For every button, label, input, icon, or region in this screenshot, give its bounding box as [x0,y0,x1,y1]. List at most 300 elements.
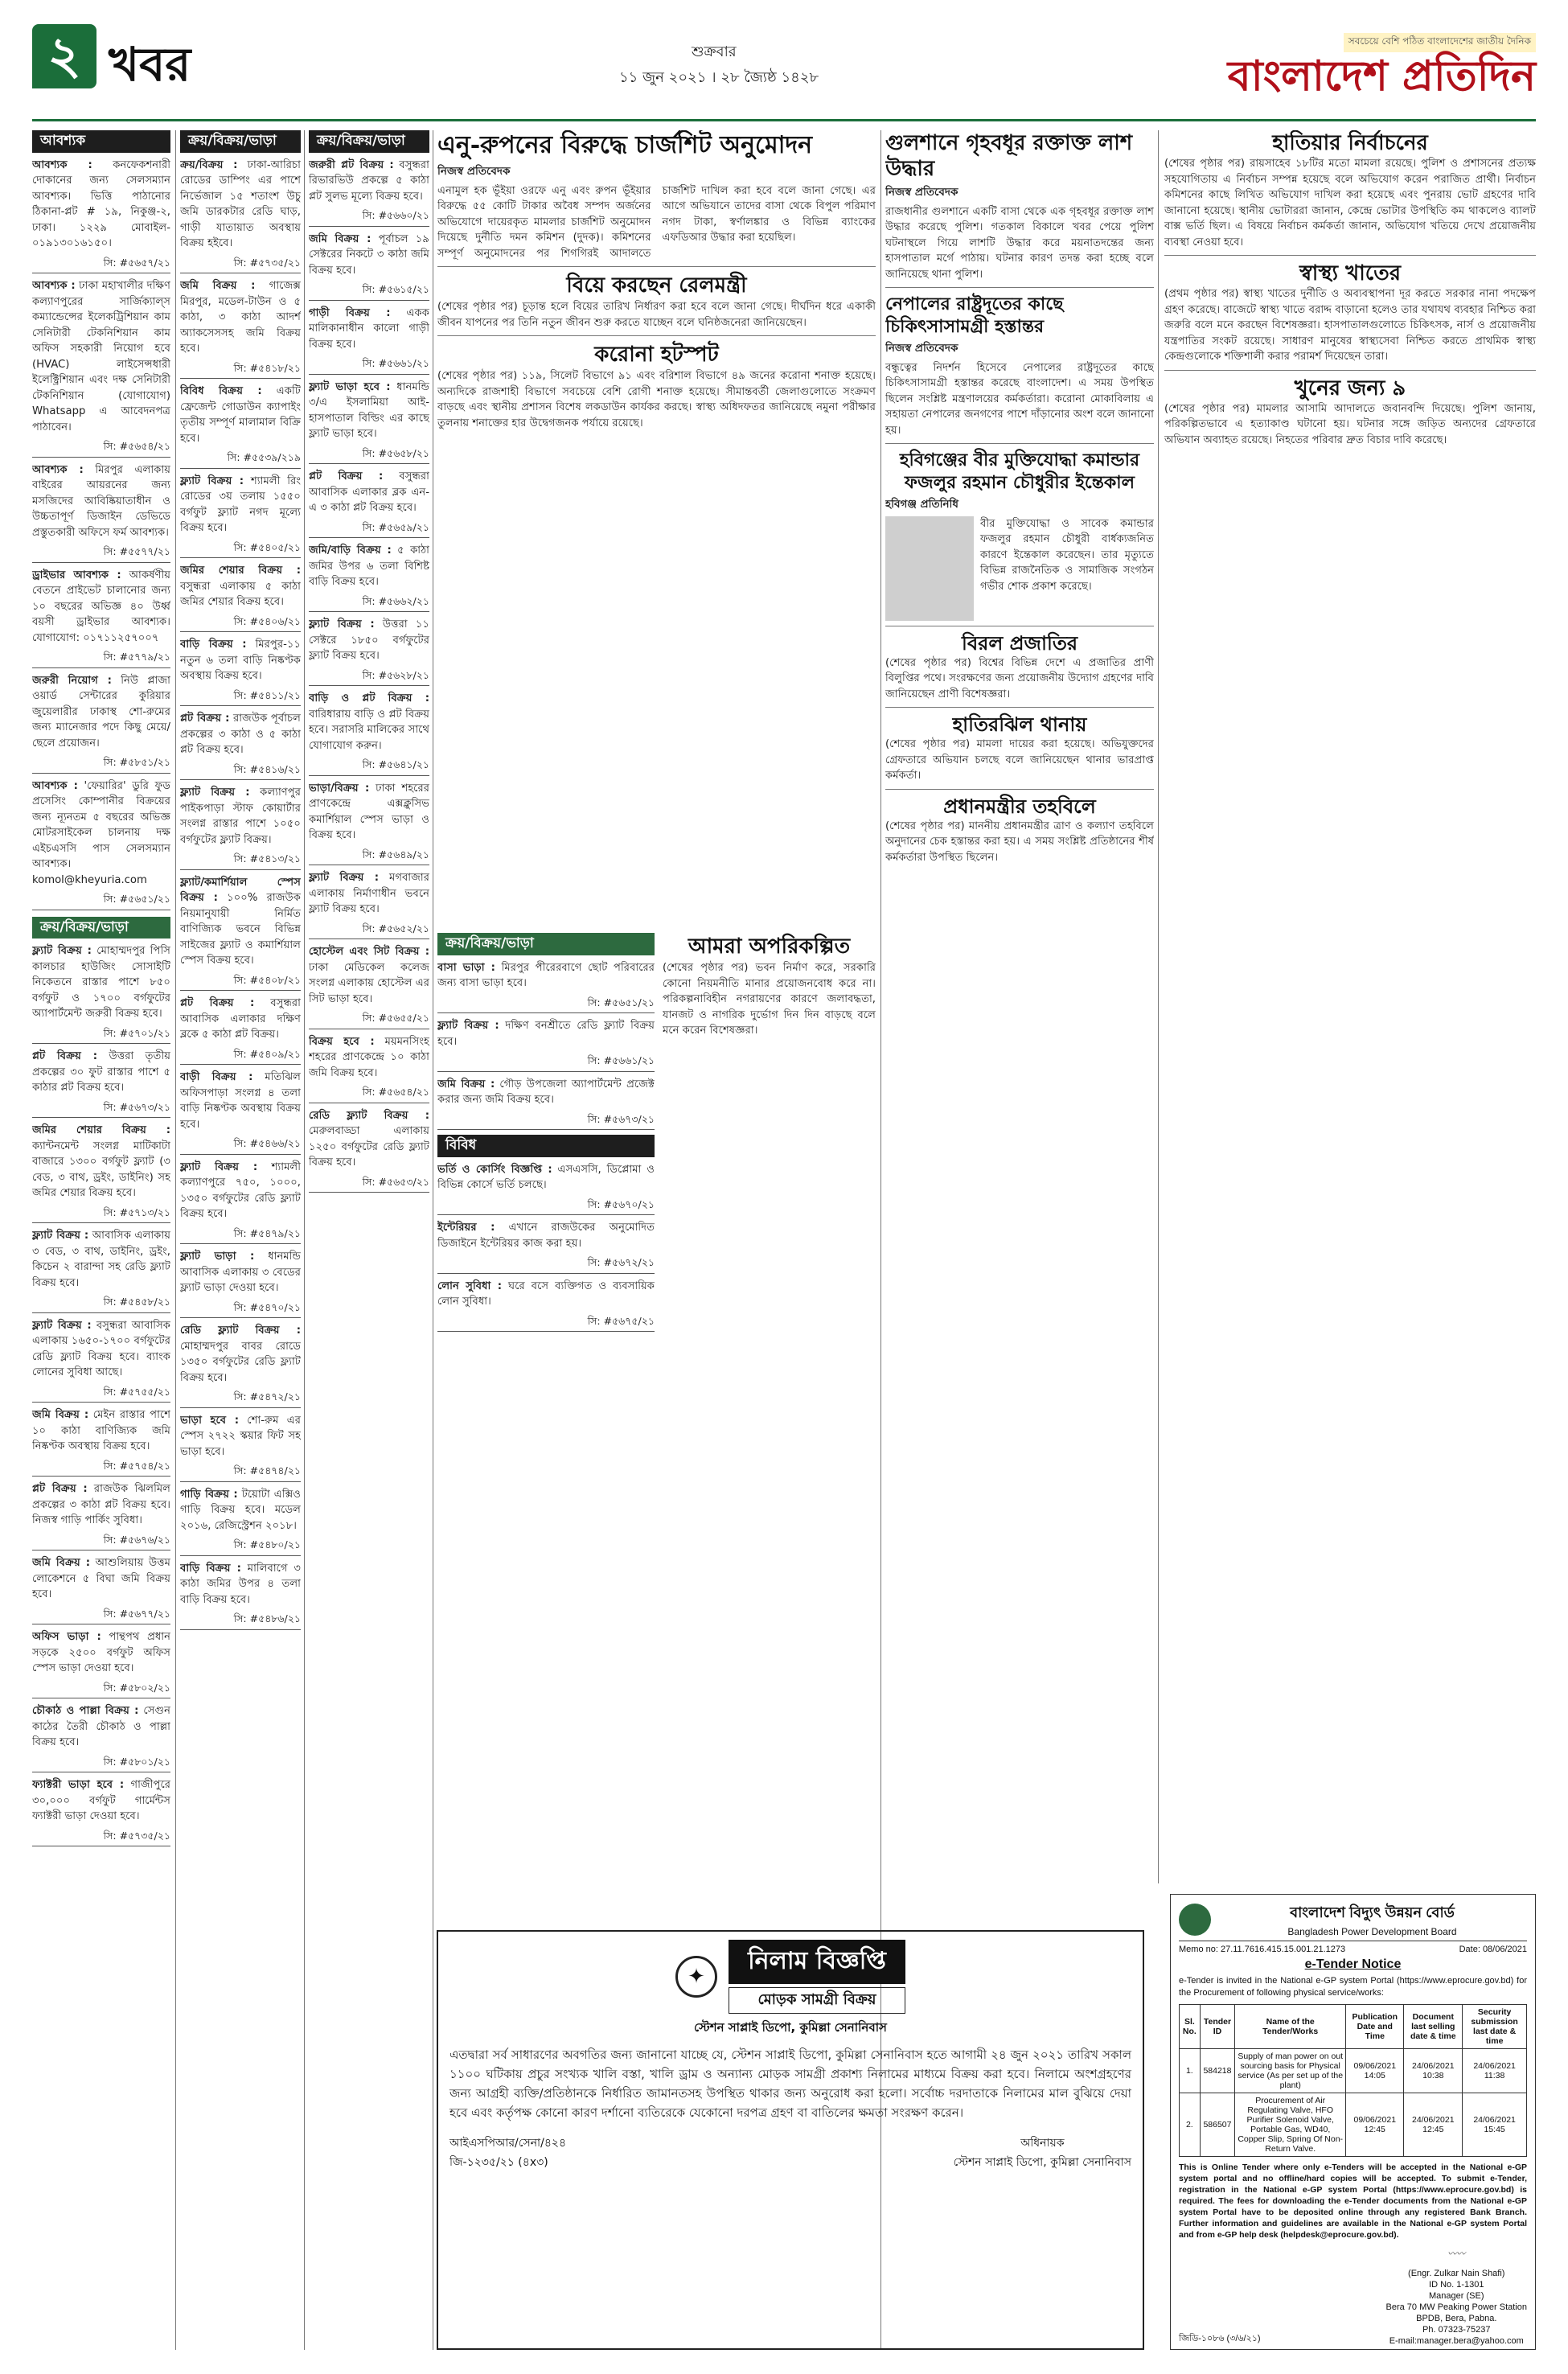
classified-ad-text: মেরুলবাড্ডা এলাকায় ১২৫০ বর্গফুটের রেডি ফ্ল্যাট বিক্রয় হবে। [309,1125,429,1169]
classified-ad [180,875,301,969]
classified-ad-code: সি: #৫৬৫১/২১ [437,995,655,1014]
classified-ad-text: মোহাম্মদপুর পিসি কালচার হাউজিং সোসাইটি নিকেতনে রাস্তার পাশে ৮৫০ বর্গফুট ও ১৭০০ বর্গফুটের অ্যাপার্টমেন্ট জরুরী বিক্রয় হবে। [32,945,170,1020]
story-body: (শেষের পৃষ্ঠার পর) মামলার আসামি আদালতে জবানবন্দি দিয়েছে। পুলিশ জানায়, পরিকল্পিতভাবে এ হত্যাকাণ্ড ঘটানো হয়। ঘটনার সঙ্গে জড়িত অন্যদের গ্রেফতারে অভিযান অব্যাহত রয়েছে। নিহতের পরিবার দ্রুত বিচার দাবি করেছে। [1164,402,1536,446]
classified-ad [180,711,301,758]
classified-ad-lead: জমি/বাড়ি বিক্রয় : [309,544,392,557]
classified-ad [180,1561,301,1608]
story-headline[interactable]: এনু-রুপনের বিরুদ্ধে চার্জশিট অনুমোদন [437,131,813,159]
tender-cell: Procurement of Air Regulating Valve, HFO Purifier Solenoid Valve, Portable Gas, WD40, Copper Slip, Spring Of Non-Return Valve. [1235,2093,1346,2157]
tender-column-header: Name of the Tender/Works [1235,2005,1346,2049]
classified-ad-lead: ভাড়া হবে : [180,1414,240,1427]
classified-ad [180,1413,301,1460]
classified-ad-text: কনফেকশনারী দোকানের জন্য সেলসম্যান আবশ্যক। ভিত্তি পাঠানোর ঠিকানা-প্লট # ১৯, নিকুঞ্জ-২, ঢাকা। ১২২৯ মোবাইল- ০১৯১৩০১৬১৫০। [32,158,170,249]
tender-row [1180,2049,1527,2093]
classified-ad-code: সি: #৫৭৭৯/২১ [32,649,170,668]
classified-ad-lead: ফ্ল্যাট বিক্রয় : [32,945,92,957]
army-emblem-icon: ✦ [675,1956,717,1998]
tender-signer-email[interactable]: E-mail:manager.bera@yahoo.com [1389,2336,1524,2346]
classified-ad-text: শ্যামলী কল্যাণপুরে ৭৫০, ১০০০, ১৩৫০ বর্গফুটের রেডি ফ্ল্যাট বিক্রয় হবে। [180,1160,301,1220]
classified-column-2 [180,130,301,2350]
story-headline[interactable]: হবিগঞ্জের বীর মুক্তিযোদ্ধা কমান্ডার ফজলুর রহমান চৌধুরীর ইন্তেকাল [899,450,1140,493]
portrait-photo [885,516,974,621]
classified-ad-text: ময়মনসিংহ শহরের প্রাণকেন্দ্রে ১০ কাঠা জমি বিক্রয় হবে। [309,1035,429,1079]
classified-ad-text: এখানে রাজউকের অনুমোদিত ডিজাইনে ইন্টেরিয়র কাজ করা হয়। [437,1222,655,1250]
story-body: (শেষের পৃষ্ঠার পর) ১১৯, সিলেট বিভাগে ৯১ এবং বরিশাল বিভাগে ৪৯ জনের করোনা শনাক্ত হয়েছে। অন্যদিকে রাজশাহী বিভাগে সবচেয়ে বেশি রোগী শনাক্ত হয়েছে। সীমান্তবর্তী জেলাগুলোতে সংক্রমণ বাড়ছে এবং স্থানীয় প্রশাসন বিশেষ লকডাউন কার্যকর করছে। স্বাস্থ্য অধিদফতর জানিয়েছে নমুনা পরীক্ষার তুলনায় শনাক্তের হার উদ্বেগজনক পর্যায়ে রয়েছে। [437,370,876,429]
classified-ad [309,691,429,754]
classified-ad-code: সি: #৫৬৭৩/২১ [32,1099,170,1119]
story-unplanned [663,933,876,1922]
story-divider [437,266,876,267]
classified-ad [437,960,655,992]
classified-ad-lead: গাড়ী বিক্রয় : [309,306,391,319]
classified-ad [32,278,170,435]
tender-intro: e-Tender is invited in the National e-GP system Portal (https://www.eprocure.gov.bd) for the Procurement of following physical service/works: [1179,1976,1527,1998]
tender-notice [1170,1894,1536,2350]
classified-ad-lead: বাড়ি ও প্লট বিক্রয় : [309,692,429,704]
classified-ad-text: আকর্ষণীয় বেতনে প্রাইভেট চালানোর জন্য ১০ বছরের অভিজ্ঞ ৪০ উর্ধ্ব বয়সী ড্রাইভার আবশ্যক। যোগাযোগ: ০১৭১১২৫৭০০৭ [32,569,170,644]
classified-ad-lead: ফ্ল্যাট বিক্রয় : [309,618,375,630]
classified-ad-code: সি: #৫৪৫৮/২১ [32,1294,170,1313]
classified-ad [309,306,429,353]
classified-ad-lead: রেডি ফ্ল্যাট বিক্রয় : [180,1325,301,1337]
classified-ad-code: সি: #৫৮০২/২১ [32,1680,170,1699]
classified-ad-code: সি: #৫৬৫৫/২১ [309,1010,429,1029]
classified-ad [309,944,429,1007]
classified-ad-lead: প্লট বিক্রয় : [309,470,384,483]
classified-ad-lead: আবশ্যক : [32,779,78,792]
tender-cell: 586507 [1200,2093,1235,2157]
classified-ad-code: সি: #৫৬৬১/২১ [437,1053,655,1072]
classified-ad-text: বারিধারায় বাড়ি ও প্লট বিক্রয় হবে। সরাসরি মালিকের সাথে যোগাযোগ করুন। [309,708,429,752]
tender-footer: This is Online Tender where only e-Tenders will be accepted in the National e-GP system portal and no offline/hard copies will be accepted. To submit e-Tender, registration in the National e-GP system Portal (https://www.eprocure.gov.bd) is required. The fees for downloading the e-Tender documents from the National e-GP system Portal have to be deposited online through any registered Bank Branch. Further information and guidelines are available in the National e-GP system Portal and from e-GP help desk (helpdesk@eprocure.gov.bd). [1179,2162,1527,2240]
classified-ad-text: সেগুন কাঠের তৈরী চৌকাঠ ও পাল্লা বিক্রয় হবে। [32,1705,170,1748]
classified-ad-lead: অফিস ভাড়া : [32,1631,101,1643]
classified-ad-lead: আবশ্যক : [32,463,84,476]
classified-ad-code: সি: #৫৭৫৪/২১ [32,1458,170,1477]
classified-ad-text: রাজউক ঝিলমিল প্রকল্পের ৩ কাঠা প্লট বিক্রয় হবে। নিজস্ব গাড়ি পার্কিং সুবিধা। [32,1483,170,1526]
story-divider [1164,255,1536,256]
classified-ad-code: সি: #৫৬৫২/২১ [309,921,429,940]
classified-ad-text: মেইন রাস্তার পাশে ১০ কাঠা বাণিজ্যিক জমি নিষ্কণ্টক অবস্থায় বিক্রয় হবে। [32,1409,170,1452]
classified-ad-text: মগবাজার এলাকায় নির্মাণাধীন ভবনে ফ্ল্যাট বিক্রয় হবে। [309,872,429,915]
tender-signer-id: ID No. 1-1301 [1429,2280,1484,2290]
classified-ad-code: সি: #৫৭৩৫/২১ [180,255,301,274]
classified-ad-lead: জমির শেয়ার বিক্রয় : [180,565,301,577]
classified-ad-lead: বিক্রয় হবে : [309,1035,375,1048]
tender-ref: জিডি-১০৮৬ (৩/৬/২১) [1179,2334,1261,2343]
classified-ad-lead: ফ্ল্যাট বিক্রয় : [180,474,244,487]
classified-ad-text: দক্ষিণ বনশ্রীতে রেডি ফ্ল্যাট বিক্রয় হবে। [437,1020,655,1048]
classified-ad-code: সি: #৫৭১৩/২১ [32,1205,170,1224]
tender-org-bn: বাংলাদেশ বিদ্যুৎ উন্নয়ন বোর্ড [1290,1904,1455,1920]
classified-ad [32,778,170,889]
tender-cell: Supply of man power on out sourcing basis for Physical service (As per set up of the plant) [1235,2049,1346,2093]
classified-ad-code: সি: #৫৬৫৯/২১ [309,520,429,539]
tender-signer-phone: Ph. 07323-75237 [1422,2325,1491,2335]
classified-header: ক্রয়/বিক্রয়/ভাড়া [180,130,301,153]
classified-ad-code: সি: #৫৪৮৬/২১ [180,1611,301,1630]
classified-ad [309,781,429,844]
classified-ad [180,996,301,1043]
tender-row [1180,2093,1527,2157]
classified-ad [32,1318,170,1381]
classified-ad-lead: জরুরী নিয়োগ : [32,674,112,687]
classified-ad-code: সি: #৫৪১১/২১ [180,688,301,707]
story-charge-sheet [437,130,876,629]
classified-ad-code: সি: #৫৪০৮/২১ [180,972,301,992]
classified-ad-lead: ইন্টেরিয়র : [437,1222,495,1234]
issue-date: ১১ জুন ২০২১ । ২৮ জ্যৈষ্ঠ ১৪২৮ [619,69,819,86]
classified-ad [32,1228,170,1291]
classified-ad [437,1162,655,1193]
story-reporter: নিজস্ব প্রতিবেদক [437,165,511,178]
story-body: (শেষের পৃষ্ঠার পর) বিশ্বের বিভিন্ন দেশে এ প্রজাতির প্রাণী বিলুপ্তির পথে। সংরক্ষণের জন্য প্রয়োজনীয় উদ্যোগ গ্রহণের দাবি জানিয়েছেন প্রাণী বিশেষজ্ঞরা। [885,656,1154,700]
classified-ad-code: সি: #৫৪৭০/২১ [180,1300,301,1319]
story-divider [437,335,876,336]
classified-ad-lead: জমি বিক্রয় : [309,232,371,245]
classified-ad-lead: ফ্ল্যাট বিক্রয় : [32,1230,89,1242]
classified-ad-lead: ভাড়া/বিক্রয় : [309,782,370,795]
classified-ad-code: সি: #৫৪০৯/২১ [180,1046,301,1066]
classified-ad [180,1070,301,1132]
classified-header: বিবিধ [437,1135,655,1157]
section-title: খবর [109,37,191,92]
classified-ad [32,158,170,252]
brand-logo[interactable] [1228,32,1536,101]
classified-ad-text: ক্যান্টনমেন্ট সংলগ্ন মাটিকাটা বাজারে ১৩০০ বর্গফুট ফ্ল্যাট (৩ বেড, ৩ বাথ, ড্রইং, ডাইনিং) সহ জমির শেয়ার বিক্রয় হবে। [32,1140,170,1199]
classified-ad [180,1160,301,1222]
classified-ad [309,158,429,205]
story-body: (শেষের পৃষ্ঠার পর) মাননীয় প্রধানমন্ত্রীর ত্রাণ ও কল্যাণ তহবিলে অনুদানের চেক হস্তান্তর করা হয়। এ সময় সংশ্লিষ্ট প্রতিষ্ঠানের শীর্ষ কর্মকর্তারা উপস্থিত ছিলেন। [885,819,1154,864]
tender-column-header: Security submission last date & time [1463,2005,1527,2049]
classified-ad-text: বসুন্ধরা রিভারভিউ প্রকল্পে ৫ কাঠা প্লট সুলভ মূল্যে বিক্রয় হবে। [309,158,429,203]
classified-ad [32,1555,170,1603]
story-divider [885,287,1154,288]
classified-ad-text: গাজীপুরে ৩০,০০০ বর্গফুট গার্মেন্টস ফ্যাক্টরী ভাড়া দেওয়া হবে। [32,1779,170,1822]
classified-ad-lead: বিবিধ বিক্রয় : [180,385,262,397]
tender-cell: 2. [1180,2093,1201,2157]
classified-list [32,943,170,1846]
column-divider [175,130,176,2350]
tender-table-body [1180,2049,1527,2157]
classified-ad [180,474,301,536]
story-body: বন্ধুত্বের নিদর্শন হিসেবে নেপালের রাষ্ট্রদূতের কাছে চিকিৎসাসামগ্রী হস্তান্তর করেছে বাংলাদেশ। এ সময় উপস্থিত ছিলেন সংশ্লিষ্ট মন্ত্রণালয়ের কর্মকর্তারা। করোনা মোকাবিলায় এ সহায়তা নেপালের জনগণের পাশে দাঁড়ানোর অংশ বলে জানানো হয়। [885,361,1154,437]
classified-ad-text: গৌড় উপজেলা অ্যাপার্টমেন্ট প্রজেক্ট করার জন্য জমি বিক্রয় হবে। [437,1078,655,1106]
right-news-column [1164,130,1536,1883]
classified-ad-text: নিউ প্লাজা ওয়ার্ড সেন্টারের কুরিয়ার জুয়েলারীর ঢাকাস্থ শো-রুমের জন্য ম্যানেজার পদে কিছু মেয়ে/ছেলে প্রয়োজন। [32,674,170,750]
tender-cell: 24/06/2021 12:45 [1404,2093,1463,2157]
story-headline[interactable]: খুনের জন্য ৯ [1294,376,1406,400]
classified-ad-text: ঢাকা শহরের প্রাণকেন্দ্রে এক্সক্লুসিভ কমার্শিয়াল স্পেস ভাড়া ও বিক্রয় হবে। [309,782,429,841]
classified-ad [309,1108,429,1171]
classified-ad-lead: প্লট বিক্রয় : [180,997,255,1009]
classified-ad-code: সি: #৫৬৫৩/২১ [309,1174,429,1193]
classified-ad-code: সি: #৫৬৫৭/২১ [32,255,170,274]
story-headline[interactable]: হাতিরঝিল থানায় [952,713,1087,736]
story-reporter: নিজস্ব প্রতিবেদক [885,186,958,199]
classified-ad [32,568,170,647]
tender-org-en: Bangladesh Power Development Board [1287,1926,1457,1937]
story-reporter: নিজস্ব প্রতিবেদক [885,342,958,355]
classified-ad [180,1249,301,1296]
classified-ad-text: মিরপুর-১১ নতুন ৬ তলা বাড়ি নিষ্কণ্টক অবস্থায় বিক্রয় হবে। [180,639,301,682]
tender-cell: 1. [1180,2049,1201,2093]
classified-ad-text: ঢাকা মহাখালীর দক্ষিণ কল্যাণপুরের সার্জিক্যাল্স কম্যান্ডেন্সের ইলেকট্রিশিয়ান কাম সেনিটারী টেকনিশিয়ান কাম অফিস সহকারী নিয়োগ হবে (HVAC) লাইসেন্সধারী ইলেক্ট্রিশিয়ান এবং দক্ষ সেনিটারী টেকনিশিয়ান (যোগাযোগ) Whatsapp এ আবেদনপত্র পাঠাবেন। [32,280,170,433]
classified-ad-code: সি: #৫৬৬০/২১ [309,207,429,227]
brand-name: বাংলাদেশ প্রতিদিন [1227,51,1536,101]
classified-ad-text: পূর্বাচল ১৯ সেক্টরের নিকটে ৩ কাঠা জমি বিক্রয় হবে। [309,232,429,277]
classified-ad [180,1487,301,1534]
classified-ad-text: মিরপুর এলাকায় বাইরের আয়রনের জন্য মসজিদের আবিষ্কিয়াতাধীন ও উচ্চতাপূর্ণ ডিজাইন ডেভিডে প্রস্তুতকারী অফিসে ফর্ম আবশ্যক। [32,463,170,539]
classified-ad-code: সি: #৫৬৫৪/২১ [309,1084,429,1103]
classified-ad [180,1323,301,1386]
classified-ad-text: আবাসিক এলাকায় ৩ বেড, ৩ বাথ, ডাইনিং, ড্রইং, কিচেন ২ বারান্দা সহ রেডি ফ্ল্যাট বিক্রয় হবে। [32,1230,170,1289]
classified-ad-lead: বাড়ি বিক্রয় : [180,1562,241,1575]
classified-ad-code: সি: #৫৬৭৫/২১ [437,1313,655,1333]
classified-ad-code: সি: #৫৮৫১/২১ [32,754,170,774]
classified-ad-lead: জমি বিক্রয় : [180,280,256,292]
classified-ad-lead: ক্রয়/বিক্রয় : [180,158,238,171]
classified-column-1 [32,130,170,2350]
tender-cell: 09/06/2021 14:05 [1346,2049,1404,2093]
tender-cell: 24/06/2021 11:38 [1463,2049,1527,2093]
classified-header: ক্রয়/বিক্রয়/ভাড়া [32,917,170,939]
classified-ad-code: সি: #৫৬৫৪/২১ [32,438,170,458]
classified-ad-code: সি: #৫৬৭০/২১ [437,1197,655,1216]
classified-ad-text: কল্যাণপুর পাইকপাড়া স্টাফ কোয়ার্টার সংলগ্ন রাস্তার পাশে ১০৫০ বর্গফুটের ফ্ল্যাট বিক্রয়। [180,787,301,846]
auction-signer-org: স্টেশন সাপ্লাই ডিপো, কুমিল্লা সেনানিবাস [953,2156,1131,2169]
classified-ad [32,1407,170,1455]
classified-ad-lead: ফ্ল্যাট বিক্রয় : [437,1020,499,1032]
classified-ad-text: মতিঝিল অফিসপাড়া সংলগ্ন ৪ তলা বাড়ি নিষ্কণ্টক অবস্থায় বিক্রয় হবে। [180,1071,301,1131]
classified-ad-code: সি: #৫৬২৮/২১ [309,667,429,687]
classified-header: ক্রয়/বিক্রয়/ভাড়া [437,933,655,955]
auction-body: এতদ্বারা সর্ব সাধারণের অবগতির জন্য জানানো যাচ্ছে যে, স্টেশন সাপ্লাই ডিপো, কুমিল্লা সেনানিবাস হতে আগামী ২৪ জুন ২০২১ তারিখ সকাল ১১০০ ঘটিকায় প্রচুর সংখ্যক খালি বস্তা, খালি ড্রাম ও অন্যান্য মোড়ক সামগ্রী প্রকাশ্য নিলামের মাধ্যমে বিক্রয় করা হবে। নিলামে অংশগ্রহণের জন্য আগ্রহী ব্যক্তি/প্রতিষ্ঠানকে নির্ধারিত জামানতসহ উপস্থিত থাকার জন্য অনুরোধ করা হলো। সর্বোচ্চ দরদাতাকে নিলামের মাল বুঝিয়ে দেয়া হবে এবং কর্তৃপক্ষ কোনো কারণ দর্শানো ব্যতিরেকে যেকোনো দরপত্র গ্রহণ বা বাতিলের ক্ষমতা সংরক্ষণ করেন। [449,2047,1131,2120]
classified-ad-text: মালিবাগে ৩ কাঠা জমির উপর ৪ তলা বাড়ি বিক্রয় হবে। [180,1562,301,1606]
classified-ad [309,1034,429,1082]
classified-ad [437,1018,655,1049]
classified-ad [180,158,301,252]
auction-ref-2: জি-১২৩৫/২১ (৪x৩) [449,2156,548,2169]
tender-cell: 24/06/2021 10:38 [1404,2049,1463,2093]
story-headline[interactable]: আমরা অপরিকল্পিত [688,934,851,959]
tender-cell: 584218 [1200,2049,1235,2093]
classified-ad-text: একক মালিকানাধীন কালো গাড়ী বিক্রয় হবে। [309,306,429,351]
classified-ad [32,1777,170,1825]
tender-column-header: Sl. No. [1180,2005,1201,2049]
classified-ad-code: সি: #৫৪১৮/২১ [180,360,301,380]
classified-ad-code: সি: #৫৪০৫/২১ [180,540,301,559]
story-headline[interactable]: হাতিয়ার নির্বাচনের [1272,131,1428,155]
classified-ad-text: গাজেক্স মিরপুর, মডেল-টাউন ও ৫ কাঠা, ৩ কাঠা আদর্শ অ্যাকসেসসহ জমি বিক্রয় হবে। [180,280,301,355]
classified-ad-lead: ভর্তি ও কোর্সিং বিজ্ঞপ্তি : [437,1163,552,1176]
page-number: ২ [32,24,96,88]
story-divider [885,443,1154,444]
classified-ad-code: সি: #৫৪৬৬/২১ [180,1136,301,1155]
story-headline[interactable]: গুলশানে গৃহবধূর রক্তাক্ত লাশ উদ্ধার [885,131,1133,181]
story-body: (শেষের পৃষ্ঠার পর) রায়সাহেব ১৮টির মতো মামলা রয়েছে। পুলিশ ও প্রশাসনের প্রত্যক্ষ সহযোগিতায় এ নির্বাচন সম্পন্ন হয়েছে বলে অভিযোগ করেন পরাজিত প্রার্থী। নির্বাচন কমিশনের কাছে লিখিত অভিযোগ দাখিল করা হয়েছে এবং পুনরায় ভোট গ্রহণের দাবি জানানো হয়েছে। স্থানীয় ভোটাররা জানান, কেন্দ্রে ভোটার উপস্থিতি কম থাকলেও ব্যালট বাক্স ভর্তি ছিল। এ বিষয়ে নির্বাচন কর্মকর্তা জানান, অভিযোগ খতিয়ে দেখে প্রয়োজনীয় ব্যবস্থা নেওয়া হবে। [1164,158,1536,248]
classified-ad-text: 'ফেয়ারির' ডুরি ফুড প্রসেসিং কোম্পানীর বিক্রয়ের জন্য ন্যূনতম ৫ বছরের অভিজ্ঞ মোটরসাইকেল চালনায় দক্ষ এইচএসসি পাস সেলসম্যান আবশ্যক। komol@kheyuria.com [32,779,170,886]
classified-ad [32,943,170,1022]
tender-memo: Memo no: 27.11.7616.415.15.001.21.1273 [1179,1945,1346,1954]
classified-ad [309,232,429,279]
tender-date: Date: 08/06/2021 [1459,1945,1527,1954]
classified-ad-code: সি: #৫৬৭৭/২১ [32,1606,170,1625]
classified-ad-lead: চৌকাঠ ও পাল্লা বিক্রয় : [32,1705,139,1717]
tender-cell: 09/06/2021 12:45 [1346,2093,1404,2157]
header-rule [32,119,1536,121]
classified-ad [309,469,429,516]
tender-header-row [1180,2005,1527,2049]
classified-ad [309,617,429,664]
story-headline[interactable]: নেপালের রাষ্ট্রদূতের কাছে চিকিৎসাসামগ্রী হস্তান্তর [885,294,1064,337]
classified-ad-code: সি: #৫৪৭৪/২১ [180,1463,301,1482]
classified-ad-lead: জমি বিক্রয় : [32,1409,89,1421]
classified-ad-text: বসুন্ধরা আবাসিক এলাকার দক্ষিণ ব্লকে ৫ কাঠা প্লট বিক্রয়। [180,997,301,1041]
auction-subtitle: মোড়ক সামগ্রী বিক্রয় [729,1987,905,2014]
classified-ad-lead: ফ্ল্যাট/কমার্শিয়াল স্পেস বিক্রয় : [180,876,301,904]
classified-ad-code: সি: #৫৮০১/২১ [32,1754,170,1773]
middle-news-column [885,130,1154,1883]
story-headline[interactable]: বিয়ে করছেন রেলমন্ত্রী [566,273,747,298]
classified-ad-code: সি: #৫৫৭৭/২১ [32,544,170,563]
story-body: (শেষের পৃষ্ঠার পর) মামলা দায়ের করা হয়েছে। অভিযুক্তদের গ্রেফতারে অভিযান চলছে বলে জানিয়েছেন থানার ভারপ্রাপ্ত কর্মকর্তা। [885,738,1154,782]
story-headline[interactable]: বিরল প্রজাতির [961,630,1078,655]
classified-ad-lead: রেডি ফ্ল্যাট বিক্রয় : [309,1109,429,1122]
tender-table [1179,2004,1527,2157]
auction-notice [437,1930,1144,2350]
classified-ad-text: বসুন্ধরা আবাসিক এলাকায় ১৬৫০-১৭০০ বর্গফুটের রেডি ফ্ল্যাট বিক্রয় হবে। ব্যাংক লোনের সুবিধা আছে। [32,1319,170,1378]
classified-ad-lead: বাড়ী বিক্রয় : [180,1071,253,1083]
classified-ad-code: সি: #৫৪৮০/২১ [180,1537,301,1556]
classified-ad-lead: ফ্ল্যাট বিক্রয় : [180,1160,258,1173]
classified-ad-code: সি: #৫৪১৩/২১ [180,851,301,870]
classified-ad [180,637,301,684]
classified-ad-text: মিরপুর পীরেরবাগে ছোট পরিবারের জন্য বাসা ভাড়া হবে। [437,961,655,989]
brand-tagline: সবচেয়ে বেশি পঠিত বাংলাদেশের জাতীয় দৈনিক [1344,33,1536,52]
classified-ad-text: বসুন্ধরা আবাসিক এলাকার ব্লক এন-এ ৩ কাঠা প্লট বিক্রয় হবে। [309,470,429,514]
auction-title: নিলাম বিজ্ঞপ্তি [729,1940,905,1984]
tender-cell: 24/06/2021 15:45 [1463,2093,1527,2157]
tender-column-header: Publication Date and Time [1346,2005,1404,2049]
classified-ad-lead: ফ্ল্যাট বিক্রয় : [180,787,250,799]
classified-ad-code: সি: #৫৭০১/২১ [32,1025,170,1045]
classified-header: ক্রয়/বিক্রয়/ভাড়া [309,130,429,153]
classified-ad-code: সি: #৫৬৬২/২১ [309,594,429,613]
classified-ad-lead: প্লট বিক্রয় : [180,713,230,725]
classified-ad-lead: প্লট বিক্রয় : [32,1050,98,1062]
column-divider [1158,130,1159,1883]
classified-ad [32,462,170,541]
tender-signer-org: Bera 70 MW Peaking Power Station [1385,2302,1527,2312]
classified-ad-code: সি: #৫৪৭২/২১ [180,1389,301,1408]
classified-ad-lead: লোন সুবিধা : [437,1279,503,1292]
classified-ad-text: পান্থপথ প্রধান সড়কে ২৫০০ বর্গফুট অফিস স্পেস ভাড়া দেওয়া হবে। [32,1631,170,1674]
classified-header: আবশ্যক [32,130,170,153]
classified-ad-lead: ফ্ল্যাট বিক্রয় : [32,1319,92,1332]
bpdb-logo-icon [1179,1904,1211,1936]
classified-ad-lead: আবশ্যক : [32,280,76,292]
classified-ad-lead: প্লট বিক্রয় : [32,1483,88,1495]
classified-ad [437,1279,655,1310]
classified-ad-lead: ফ্ল্যাট ভাড়া হবে : [309,380,391,393]
classified-ad-text: ৫ কাঠা জমির উপর ৬ তলা বিশিষ্ট বাড়ি বিক্রয় হবে। [309,544,429,588]
story-headline[interactable]: প্রধানমন্ত্রীর তহবিলে [943,794,1096,818]
classified-ad-text: ধানমন্ডি আবাসিক এলাকায় ৩ বেডের ফ্ল্যাট ভাড়া দেওয়া হবে। [180,1251,301,1294]
classified-ad-text: উত্তরা ১১ সেক্টরে ১৮৫০ বর্গফুটের ফ্ল্যাট বিক্রয় হবে। [309,618,429,662]
classified-ad-text: এসএসসি, ডিপ্লোমা ও বিভিন্ন কোর্সে ভর্তি চলছে। [437,1163,655,1191]
classified-ad-text: ঢাকা-আরিচা রোডের ডাম্পিং এর পাশে নির্ভেজাল ১৫ শতাংশ উচু জমি ডারকটার রেডি ঘাড়, গাড়ী যাতায়াত অবস্থায় বিক্রয় হইবে। [180,158,301,249]
classified-list [437,1162,655,1333]
auction-signer: অধিনায়ক [1020,2137,1065,2150]
classified-ad-code: সি: #৫৪১৬/২১ [180,762,301,781]
tender-signer: (Engr. Zulkar Nain Shafi) [1408,2269,1505,2278]
classified-ad [180,785,301,848]
classified-ad-text: শ্যামলী রিং রোডের ৩য় তলায় ১৫৫০ বর্গফুট ফ্ল্যাট নগদ মূল্যে বিক্রয় হবে। [180,474,301,534]
classified-ad-code: সি: #৫৬৪১/২১ [309,757,429,776]
classified-ad-text: শো-রুম এর স্পেস ২৭২২ স্কয়ার ফিট সহ ভাড়া হবে। [180,1414,301,1458]
story-divider [885,789,1154,790]
classified-ad-text: আশুলিয়ায় উত্তম লোকেশনে ৫ বিঘা জমি বিক্রয় হবে। [32,1557,170,1600]
story-body: (প্রথম পৃষ্ঠার পর) স্বাস্থ্য খাতের দুর্নীতি ও অব্যবস্থাপনা দূর করতে সরকার নানা পদক্ষেপ গ্রহণ করেছে। বাজেটে স্বাস্থ্য খাতে বরাদ্দ বাড়ানো হলেও তার যথাযথ ব্যবহার নিশ্চিত করা জরুরি বলে মনে করছেন বিশেষজ্ঞরা। হাসপাতালগুলোতে চিকিৎসক, নার্স ও প্রয়োজনীয় যন্ত্রপাতির সংকট রয়েছে। সাধারণ মানুষের স্বাস্থ্যসেবা নিশ্চিত করতে প্রাথমিক স্বাস্থ্য কেন্দ্রগুলোকে শক্তিশালী করার পরামর্শ দিয়েছেন তারা। [1164,288,1536,363]
classified-ad-code: সি: #৫৪০৬/২১ [180,614,301,633]
signature-mark: 〰〰 [1447,2249,1466,2259]
story-headline[interactable]: করোনা হটস্পট [594,343,719,367]
story-body: রাজধানীর গুলশানে একটি বাসা থেকে এক গৃহবধূর রক্তাক্ত লাশ উদ্ধার করেছে পুলিশ। গতকাল বিকালে খবর পেয়ে পুলিশ ঘটনাস্থলে গিয়ে লাশটি উদ্ধার করে ময়নাতদন্তের জন্য হাসপাতাল মর্গে পাঠায়। ঘটনার কারণ তদন্ত করা হচ্ছে বলে জানিয়েছে থানা পুলিশ। [885,205,1154,281]
classified-ad [437,1077,655,1108]
classified-ad-lead: ড্রাইভার আবশ্যক : [32,569,121,581]
classified-ad-lead: জমির শেয়ার বিক্রয় : [32,1124,170,1136]
story-headline[interactable]: স্বাস্থ্য খাতের [1299,261,1402,285]
auction-ref: আইএসপিআর/সেনা/৪২৪ [449,2137,567,2150]
classified-ad [32,1629,170,1677]
classified-ad-lead: ফ্ল্যাট বিক্রয় : [309,872,380,884]
story-body: এনামুল হক ভূঁইয়া ওরফে এনু এবং রুপন ভূঁইয়ার বিরুদ্ধে ৫৫ কোটি টাকার অবৈধ সম্পদ অর্জনের অভিযোগে দায়েরকৃত মামলার চার্জশিট অনুমোদন দিয়েছে দুর্নীতি দমন কমিশন (দুদক)। কমিশনের সম্পূর্ণ অনুমোদনের পর শিগগিরই আদালতে চার্জশিট দাখিল করা হবে বলে জানা গেছে। এর আগে অভিযানে তাদের বাসা থেকে বিপুল পরিমাণ নগদ টাকা, স্বর্ণালঙ্কার ও বিভিন্ন ব্যাংকের এফডিআর উদ্ধার করা হয়েছিল। [437,184,876,260]
classified-ad-lead: জমি বিক্রয় : [437,1078,495,1090]
classified-ad-lead: বাসা ভাড়া : [437,961,495,974]
classified-ad [32,1123,170,1201]
classified-ad-text: একটি ফ্রেজেন্ট গোডাউন ক্যাপাইং তৃতীয় সম্পূর্ণ মালামাল বিক্রি হবে। [180,385,301,445]
classified-ad-text: ঘরে বসে ব্যক্তিগত ও ব্যবসায়িক লোন সুবিধা। [437,1279,655,1308]
classified-ad-code: সি: #৫৬৪৯/২১ [309,847,429,866]
classified-ad-text: ঢাকা মেডিকেল কলেজ সংলগ্ন এলাকায় হোস্টেল এর সিট ভাড়া হবে। [309,961,429,1005]
classified-ad-code: সি: #৫৬৭৩/২১ [437,1111,655,1131]
tender-column-header: Tender ID [1200,2005,1235,2049]
classified-ad [180,278,301,357]
classified-ad-code: সি: #৫৭৩৫/২১ [32,1828,170,1847]
classified-ad-lead: হোস্টেল এবং সিট বিক্রয় : [309,946,429,958]
tender-signer-title: Manager (SE) [1429,2291,1484,2301]
classified-ad-lead: ফ্যাক্টরী ভাড়া হবে : [32,1779,125,1791]
misc-classifieds [437,933,655,1922]
classified-list [437,960,655,1131]
classified-ad [32,673,170,752]
classified-ad-text: বসুন্ধরা এলাকায় ৫ কাঠা জমির শেয়ার বিক্রয় হবে। [180,580,301,608]
classified-ad [180,563,301,610]
classified-ad [309,870,429,918]
classified-ad [32,1703,170,1751]
classified-ad-text: ধানমন্ডি ৩/এ ইসলামিয়া আই-হাসপাতাল বিল্ডিং এর কাছে ফ্ল্যাট ভাড়া হবে। [309,380,429,440]
classified-ad [32,1049,170,1096]
classified-ad-lead: বাড়ি বিক্রয় : [180,639,247,651]
classified-list [309,158,429,1193]
classified-ad-text: টয়োটা এক্সিও গাড়ি বিক্রয় হবে। মডেল ২০১৬, রেজিস্ট্রেশন ২০১৮। [180,1488,301,1532]
tender-signer-org2: BPDB, Bera, Pabna. [1416,2314,1497,2323]
classified-ad-lead: আবশ্যক : [32,158,92,171]
story-divider [885,707,1154,708]
classified-ad [437,1220,655,1251]
classified-ad [309,380,429,442]
